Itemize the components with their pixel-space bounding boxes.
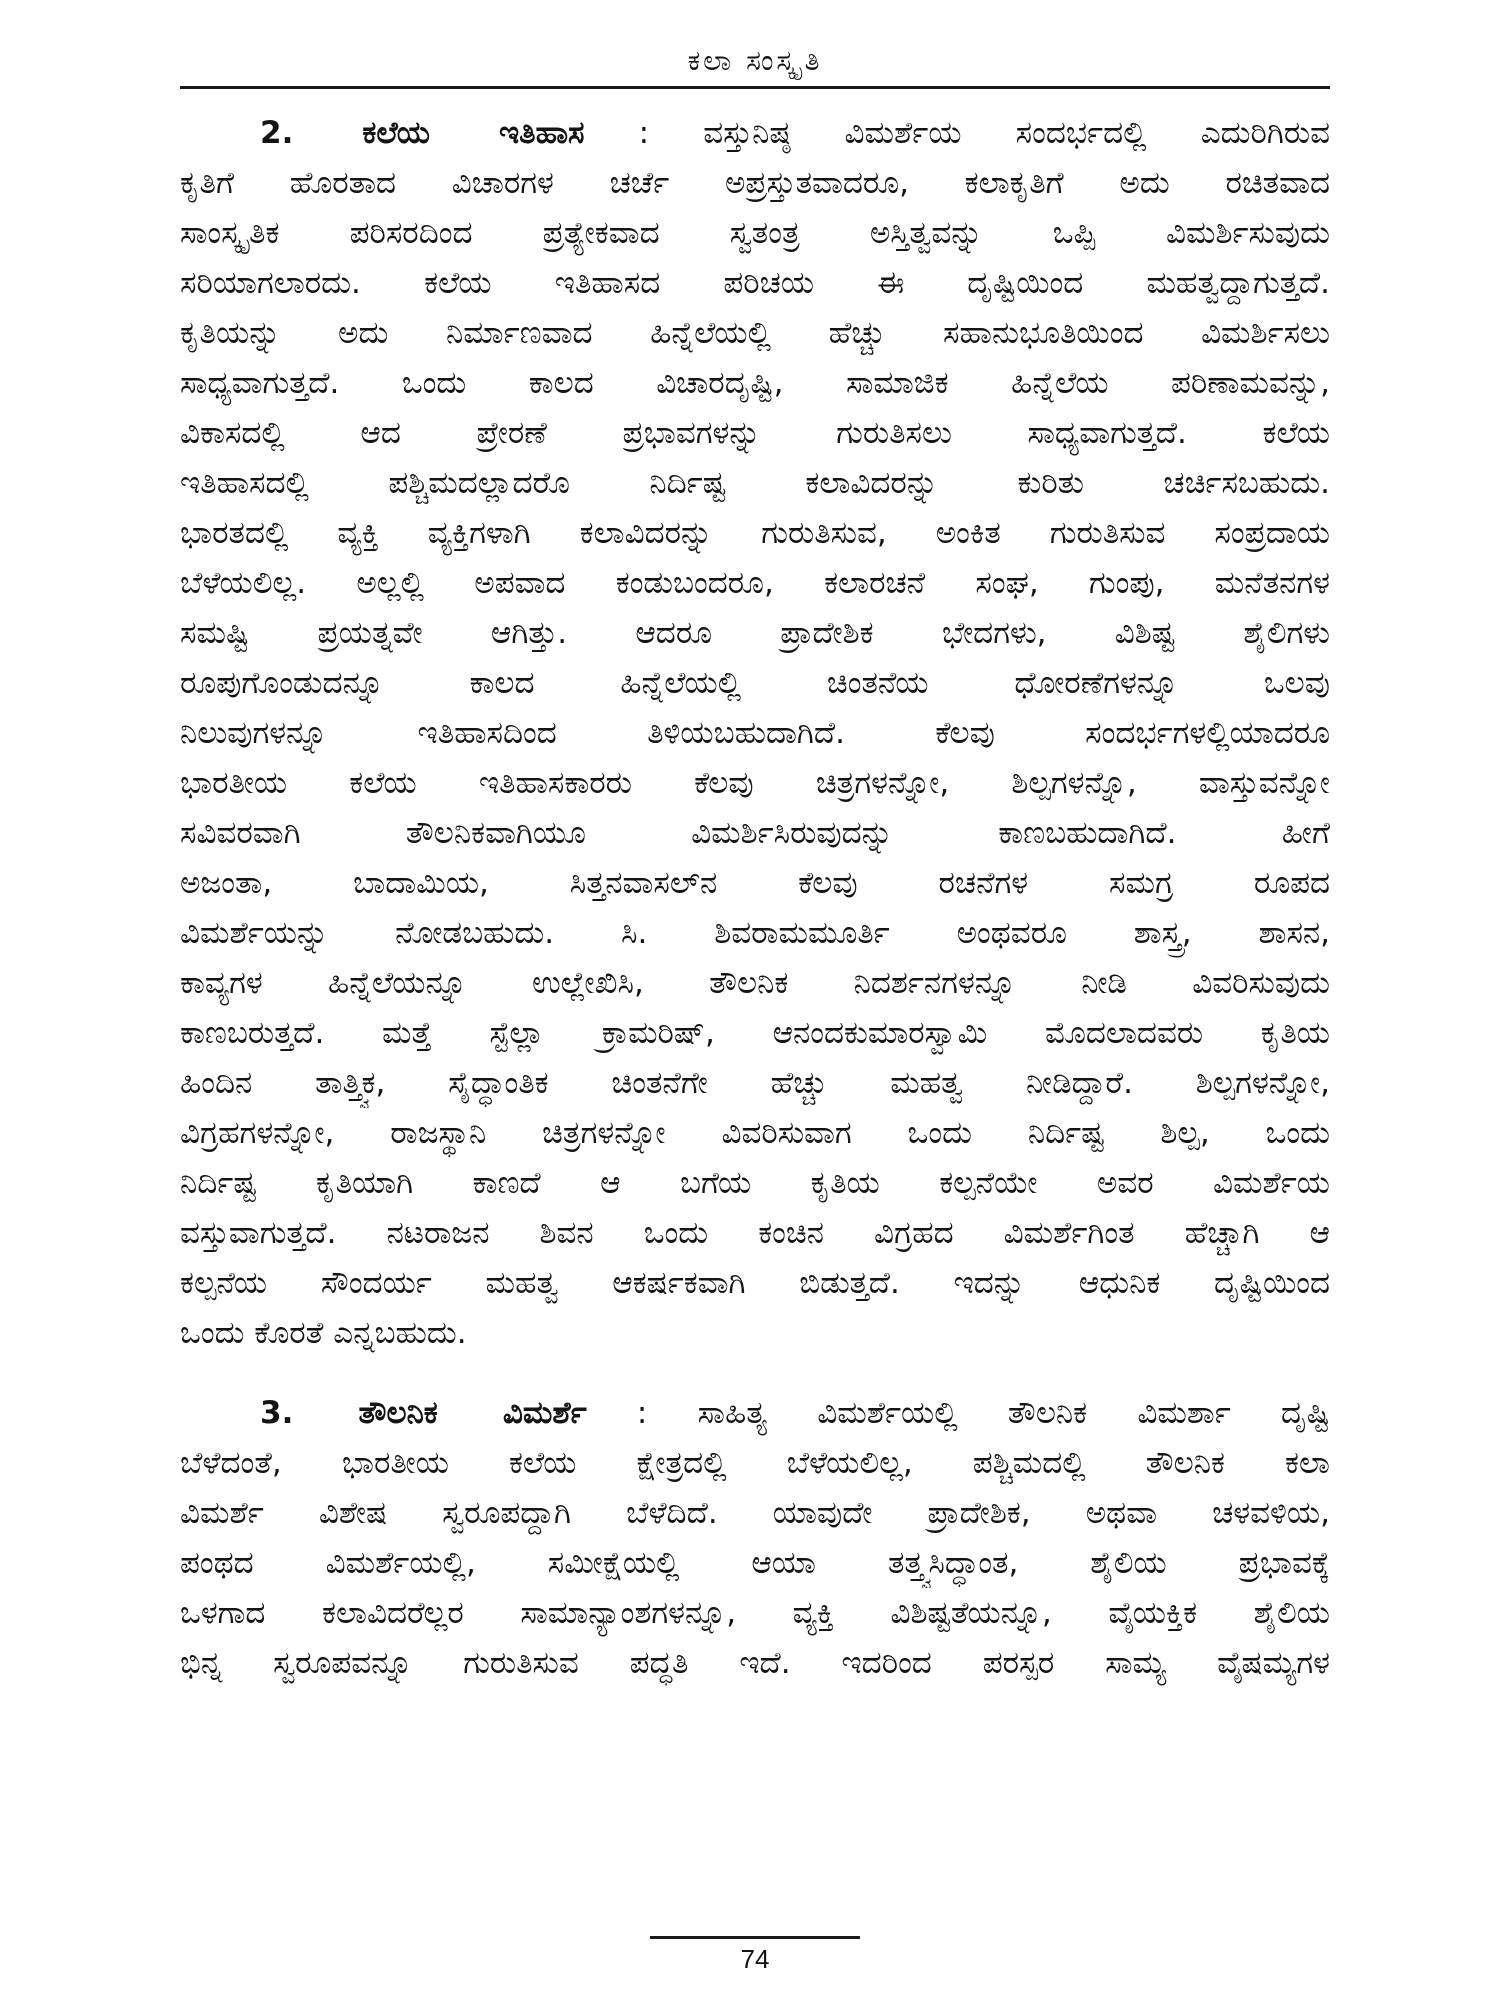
footer-divider bbox=[650, 1936, 860, 1939]
paragraph-line: ಕೃತಿಯನ್ನು ಅದು ನಿರ್ಮಾಣವಾದ ಹಿನ್ನೆಲೆಯಲ್ಲಿ ಹೆಚ್ಚು ಸಹಾನುಭೂತಿಯಿಂದ ವಿಮರ್ಶಿಸಲು bbox=[180, 315, 1330, 351]
paragraph-line: ಬೆಳೆದಂತೆ, ಭಾರತೀಯ ಕಲೆಯ ಕ್ಷೇತ್ರದಲ್ಲಿ ಬೆಳೆಯಲಿಲ್ಲ, ಪಶ್ಚಿಮದಲ್ಲಿ ತೌಲನಿಕ ಕಲಾ bbox=[180, 1445, 1330, 1481]
paragraph-line: ನಿಲುವುಗಳನ್ನೂ ಇತಿಹಾಸದಿಂದ ತಿಳಿಯಬಹುದಾಗಿದೆ. ಕೆಲವು ಸಂದರ್ಭಗಳಲ್ಲಿಯಾದರೂ bbox=[180, 715, 1330, 751]
header-divider bbox=[180, 86, 1330, 89]
paragraph-line: ಒಳಗಾದ ಕಲಾವಿದರೆಲ್ಲರ ಸಾಮಾನ್ಯಾಂಶಗಳನ್ನೂ, ವ್ಯಕ್ತಿ ವಿಶಿಷ್ಟತೆಯನ್ನೂ, ವೈಯಕ್ತಿಕ ಶೈಲಿಯ bbox=[180, 1595, 1330, 1631]
paragraph-line: ಸರಿಯಾಗಲಾರದು. ಕಲೆಯ ಇತಿಹಾಸದ ಪರಿಚಯ ಈ ದೃಷ್ಟಿಯಿಂದ ಮಹತ್ವದ್ದಾಗುತ್ತದೆ. bbox=[180, 265, 1330, 301]
paragraph-line: ಭಿನ್ನ ಸ್ವರೂಪವನ್ನೂ ಗುರುತಿಸುವ ಪದ್ಧತಿ ಇದೆ. ಇದರಿಂದ ಪರಸ್ಪರ ಸಾಮ್ಯ ವೈಷಮ್ಯಗಳ bbox=[180, 1645, 1330, 1681]
paragraph-line: ನಿರ್ದಿಷ್ಟ ಕೃತಿಯಾಗಿ ಕಾಣದೆ ಆ ಬಗೆಯ ಕೃತಿಯ ಕಲ್ಪನೆಯೇ ಅವರ ವಿಮರ್ಶೆಯ bbox=[180, 1165, 1330, 1201]
paragraph-line: ವಸ್ತುವಾಗುತ್ತದೆ. ನಟರಾಜನ ಶಿವನ ಒಂದು ಕಂಚಿನ ವಿಗ್ರಹದ ವಿಮರ್ಶೆಗಿಂತ ಹೆಚ್ಚಾಗಿ ಆ bbox=[180, 1215, 1330, 1251]
paragraph-line: ಕಾವ್ಯಗಳ ಹಿನ್ನೆಲೆಯನ್ನೂ ಉಲ್ಲೇಖಿಸಿ, ತೌಲನಿಕ ನಿದರ್ಶನಗಳನ್ನೂ ನೀಡಿ ವಿವರಿಸುವುದು bbox=[180, 965, 1330, 1001]
paragraph-line: ವಿಮರ್ಶೆ ವಿಶೇಷ ಸ್ವರೂಪದ್ದಾಗಿ ಬೆಳೆದಿದೆ. ಯಾವುದೇ ಪ್ರಾದೇಶಿಕ, ಅಥವಾ ಚಳವಳಿಯ, bbox=[180, 1495, 1330, 1531]
paragraph-line: ಸಮಷ್ಟಿ ಪ್ರಯತ್ನವೇ ಆಗಿತ್ತು. ಆದರೂ ಪ್ರಾದೇಶಿಕ ಭೇದಗಳು, ವಿಶಿಷ್ಟ ಶೈಲಿಗಳು bbox=[180, 615, 1330, 651]
paragraph-line: 2. ಕಲೆಯ ಇತಿಹಾಸ : ವಸ್ತುನಿಷ್ಠ ವಿಮರ್ಶೆಯ ಸಂದರ್ಭದಲ್ಲಿ ಎದುರಿಗಿರುವ bbox=[260, 115, 1330, 151]
section-heading: 3. ತೌಲನಿಕ ವಿಮರ್ಶೆ bbox=[260, 1395, 587, 1431]
section-heading: 2. ಕಲೆಯ ಇತಿಹಾಸ bbox=[260, 115, 585, 151]
paragraph-line: ಸಾಧ್ಯವಾಗುತ್ತದೆ. ಒಂದು ಕಾಲದ ವಿಚಾರದೃಷ್ಟಿ, ಸಾಮಾಜಿಕ ಹಿನ್ನೆಲೆಯ ಪರಿಣಾಮವನ್ನು, bbox=[180, 365, 1330, 401]
paragraph-line: ಭಾರತೀಯ ಕಲೆಯ ಇತಿಹಾಸಕಾರರು ಕೆಲವು ಚಿತ್ರಗಳನ್ನೋ, ಶಿಲ್ಪಗಳನ್ನೊ, ವಾಸ್ತುವನ್ನೋ bbox=[180, 765, 1330, 801]
paragraph-line: ವಿಮರ್ಶೆಯನ್ನು ನೋಡಬಹುದು. ಸಿ. ಶಿವರಾಮಮೂರ್ತಿ ಅಂಥವರೂ ಶಾಸ್ತ್ರ, ಶಾಸನ, bbox=[180, 915, 1330, 951]
paragraph-line: ಇತಿಹಾಸದಲ್ಲಿ ಪಶ್ಚಿಮದಲ್ಲಾದರೊ ನಿರ್ದಿಷ್ಟ ಕಲಾವಿದರನ್ನು ಕುರಿತು ಚರ್ಚಿಸಬಹುದು. bbox=[180, 465, 1330, 501]
paragraph-line: ಕಲ್ಪನೆಯ ಸೌಂದರ್ಯ ಮಹತ್ವ ಆಕರ್ಷಕವಾಗಿ ಬಿಡುತ್ತದೆ. ಇದನ್ನು ಆಧುನಿಕ ದೃಷ್ಟಿಯಿಂದ bbox=[180, 1265, 1330, 1301]
section-kaleya-itihasa bbox=[180, 108, 1330, 1358]
paragraph-line: ಅಜಂತಾ, ಬಾದಾಮಿಯ, ಸಿತ್ತನವಾಸಲ್‌ನ ಕೆಲವು ರಚನೆಗಳ ಸಮಗ್ರ ರೂಪದ bbox=[180, 865, 1330, 901]
paragraph-line: ಕಾಣಬರುತ್ತದೆ. ಮತ್ತೆ ಸ್ಟೆಲ್ಲಾ ಕ್ರಾಮರಿಷ್, ಆನಂದಕುಮಾರಸ್ವಾಮಿ ಮೊದಲಾದವರು ಕೃತಿಯ bbox=[180, 1015, 1330, 1051]
paragraph-line: ಪಂಥದ ವಿಮರ್ಶೆಯಲ್ಲಿ, ಸಮೀಕ್ಷೆಯಲ್ಲಿ ಆಯಾ ತತ್ತ್ವಸಿದ್ಧಾಂತ, ಶೈಲಿಯ ಪ್ರಭಾವಕ್ಕೆ bbox=[180, 1545, 1330, 1581]
paragraph-line: ಭಾರತದಲ್ಲಿ ವ್ಯಕ್ತಿ ವ್ಯಕ್ತಿಗಳಾಗಿ ಕಲಾವಿದರನ್ನು ಗುರುತಿಸುವ, ಅಂಕಿತ ಗುರುತಿಸುವ ಸಂಪ್ರದಾಯ bbox=[180, 515, 1330, 551]
paragraph-line: ಸವಿವರವಾಗಿ ತೌಲನಿಕವಾಗಿಯೂ ವಿಮರ್ಶಿಸಿರುವುದನ್ನು ಕಾಣಬಹುದಾಗಿದೆ. ಹೀಗೆ bbox=[180, 815, 1330, 851]
paragraph-line: ರೂಪುಗೊಂಡುದನ್ನೂ ಕಾಲದ ಹಿನ್ನೆಲೆಯಲ್ಲಿ ಚಿಂತನೆಯ ಧೋರಣೆಗಳನ್ನೂ ಒಲವು bbox=[180, 665, 1330, 701]
paragraph-line: ಹಿಂದಿನ ತಾತ್ತ್ವಿಕ, ಸೈದ್ಧಾಂತಿಕ ಚಿಂತನೆಗೇ ಹೆಚ್ಚು ಮಹತ್ವ ನೀಡಿದ್ದಾರೆ. ಶಿಲ್ಪಗಳನ್ನೋ, bbox=[180, 1065, 1330, 1101]
paragraph-line: 3. ತೌಲನಿಕ ವಿಮರ್ಶೆ : ಸಾಹಿತ್ಯ ವಿಮರ್ಶೆಯಲ್ಲಿ ತೌಲನಿಕ ವಿಮರ್ಶಾ ದೃಷ್ಟಿ bbox=[260, 1395, 1330, 1431]
paragraph-line: ಕೃತಿಗೆ ಹೊರತಾದ ವಿಚಾರಗಳ ಚರ್ಚೆ ಅಪ್ರಸ್ತುತವಾದರೂ, ಕಲಾಕೃತಿಗೆ ಅದು ರಚಿತವಾದ bbox=[180, 165, 1330, 201]
paragraph-line: ವಿಗ್ರಹಗಳನ್ನೋ, ರಾಜಸ್ಥಾನಿ ಚಿತ್ರಗಳನ್ನೋ ವಿವರಿಸುವಾಗ ಒಂದು ನಿರ್ದಿಷ್ಟ ಶಿಲ್ಪ, ಒಂದು bbox=[180, 1115, 1330, 1151]
running-header: ಕಲಾ ಸಂಸ್ಕೃತಿ bbox=[687, 44, 823, 77]
page-number: 74 bbox=[740, 1944, 770, 1974]
paragraph-line: ಸಾಂಸ್ಕೃತಿಕ ಪರಿಸರದಿಂದ ಪ್ರತ್ಯೇಕವಾದ ಸ್ವತಂತ್ರ ಅಸ್ತಿತ್ವವನ್ನು ಒಪ್ಪಿ ವಿಮರ್ಶಿಸುವುದು bbox=[180, 215, 1330, 251]
paragraph-line: ಒಂದು ಕೊರತೆ ಎನ್ನಬಹುದು. bbox=[180, 1315, 467, 1351]
section-taulanika-vimarshe bbox=[180, 1388, 1330, 1688]
paragraph-line: ಬೆಳೆಯಲಿಲ್ಲ. ಅಲ್ಲಲ್ಲಿ ಅಪವಾದ ಕಂಡುಬಂದರೂ, ಕಲಾರಚನೆ ಸಂಘ, ಗುಂಪು, ಮನೆತನಗಳ bbox=[180, 565, 1330, 601]
page-body bbox=[180, 108, 1330, 1718]
paragraph-line: ವಿಕಾಸದಲ್ಲಿ ಆದ ಪ್ರೇರಣೆ ಪ್ರಭಾವಗಳನ್ನು ಗುರುತಿಸಲು ಸಾಧ್ಯವಾಗುತ್ತದೆ. ಕಲೆಯ bbox=[180, 415, 1330, 451]
